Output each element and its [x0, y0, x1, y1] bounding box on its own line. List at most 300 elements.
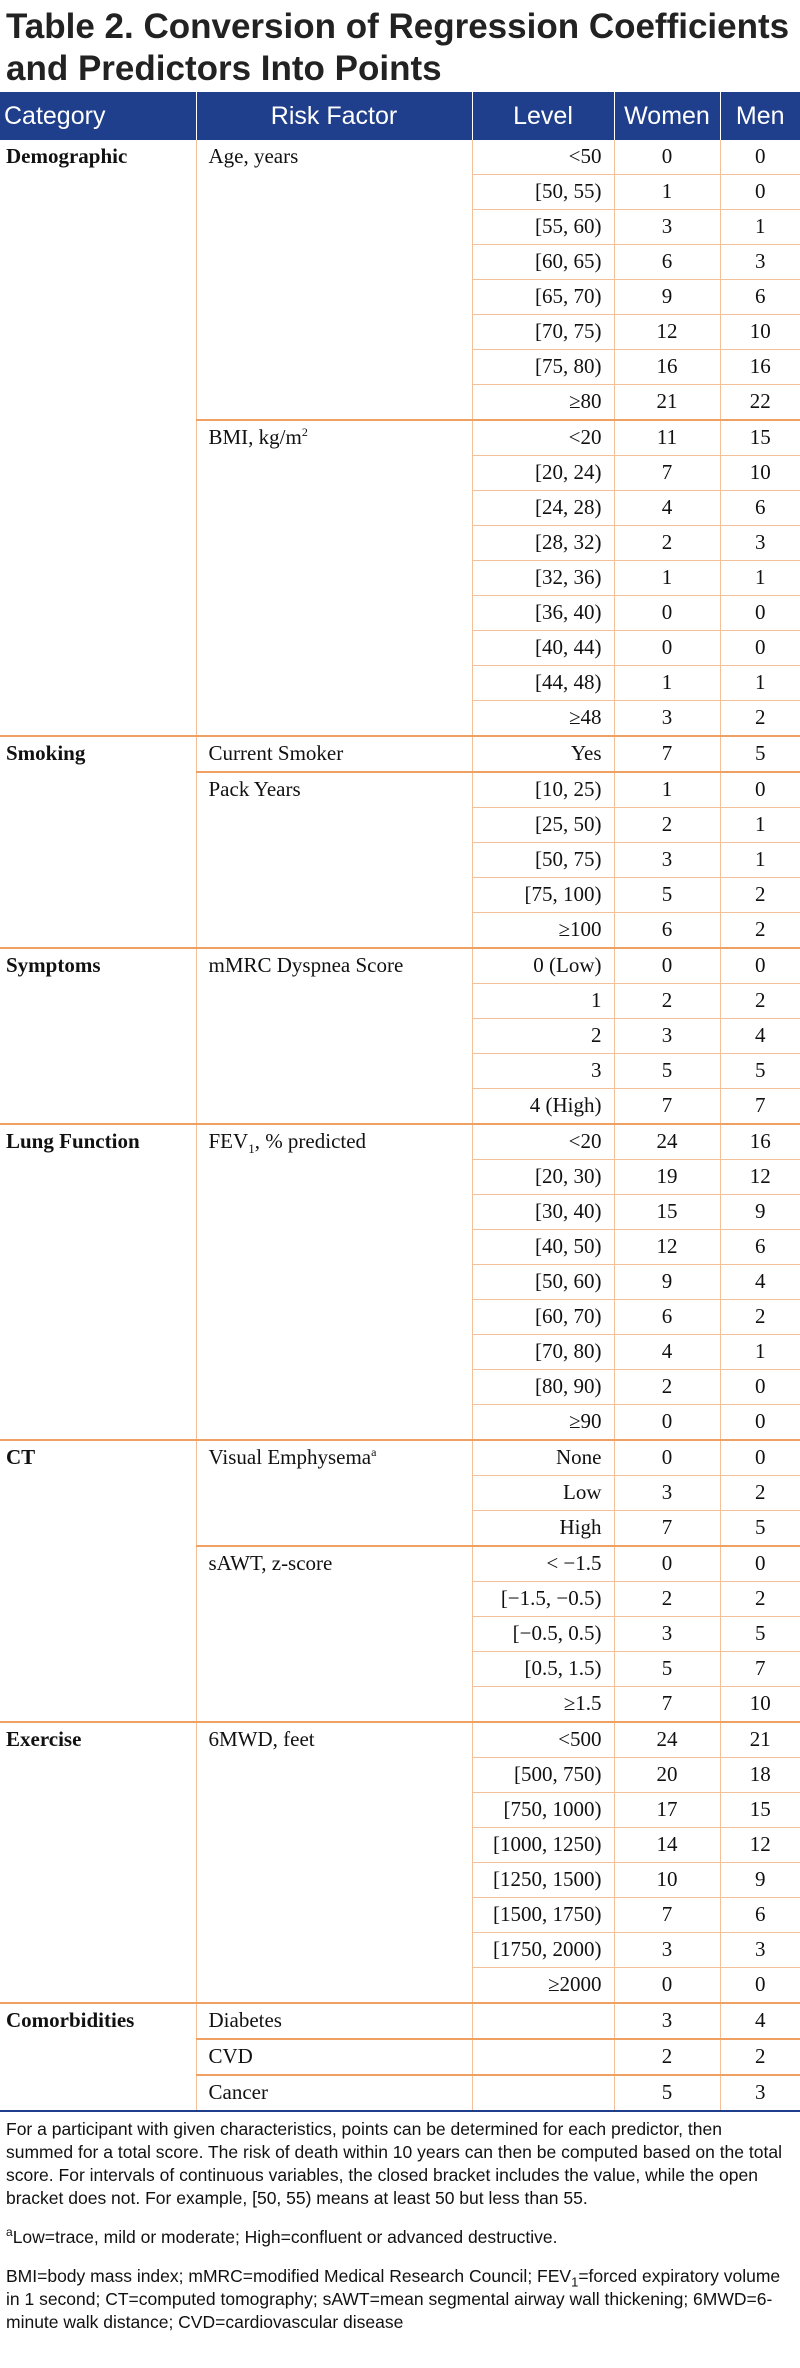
risk-factor-cell — [196, 2003, 472, 2039]
women-points-cell-text: 7 — [661, 1902, 673, 1926]
risk-factor-cell — [196, 1124, 472, 1160]
level-cell — [472, 1722, 614, 1758]
category-cell — [0, 561, 196, 596]
men-points-cell — [720, 2003, 800, 2039]
women-points-cell-text: 3 — [661, 1937, 673, 1961]
risk-factor-cell — [196, 1758, 472, 1793]
table-body — [0, 140, 800, 2111]
table-row — [0, 1160, 800, 1195]
category-cell — [0, 140, 196, 175]
men-points-cell-text: 2 — [755, 988, 766, 1012]
risk-factor-cell — [196, 456, 472, 491]
table-row — [0, 491, 800, 526]
category-cell — [0, 491, 196, 526]
women-points-cell — [614, 350, 720, 385]
level-cell-text: 2 — [591, 1023, 602, 1047]
risk-factor-cell — [196, 1054, 472, 1089]
table-row — [0, 878, 800, 913]
women-points-cell-text: 5 — [661, 882, 673, 906]
table-row — [0, 526, 800, 561]
risk-factor-cell — [196, 1019, 472, 1054]
risk-factor-cell — [196, 1300, 472, 1335]
men-points-cell-text: 6 — [755, 1234, 766, 1258]
category-cell — [0, 948, 196, 984]
women-points-cell — [614, 1863, 720, 1898]
table-row — [0, 1054, 800, 1089]
women-points-cell — [614, 1758, 720, 1793]
level-cell — [472, 913, 614, 949]
women-points-cell — [614, 596, 720, 631]
men-points-cell-text: 2 — [755, 1480, 766, 1504]
men-points-cell-text: 10 — [749, 319, 771, 343]
risk-factor-cell — [196, 1265, 472, 1300]
women-points-cell — [614, 420, 720, 456]
level-cell-text: ≥2000 — [547, 1972, 602, 1996]
category-cell — [0, 1124, 196, 1160]
women-points-cell — [614, 1546, 720, 1582]
level-cell — [472, 1933, 614, 1968]
men-points-cell-text: 10 — [749, 460, 771, 484]
men-points-cell — [720, 701, 800, 737]
level-cell — [472, 1089, 614, 1125]
men-points-cell — [720, 140, 800, 175]
women-points-cell — [614, 280, 720, 315]
level-cell — [472, 1440, 614, 1476]
women-points-cell-text: 2 — [661, 2044, 673, 2068]
category-cell — [0, 1440, 196, 1476]
women-points-cell — [614, 666, 720, 701]
category-cell — [0, 1265, 196, 1300]
men-points-cell-text: 6 — [755, 495, 766, 519]
women-points-cell — [614, 1652, 720, 1687]
women-points-cell-text: 7 — [661, 460, 673, 484]
level-cell — [472, 140, 614, 175]
risk-factor-cell — [196, 843, 472, 878]
risk-factor-cell — [196, 1617, 472, 1652]
risk-factor-cell — [196, 1793, 472, 1828]
level-cell-text: <20 — [568, 425, 602, 449]
men-points-cell — [720, 913, 800, 949]
risk-factor-superscript: a — [371, 1445, 377, 1459]
risk-factor-cell — [196, 280, 472, 315]
women-points-cell-text: 1 — [661, 777, 673, 801]
points-table — [0, 92, 800, 2112]
women-points-cell — [614, 456, 720, 491]
level-cell-text: [32, 36) — [535, 565, 602, 589]
women-points-cell — [614, 701, 720, 737]
women-points-cell — [614, 1687, 720, 1723]
men-points-cell-text: 16 — [749, 354, 771, 378]
level-cell-text: [40, 50) — [535, 1234, 602, 1258]
women-points-cell-text: 2 — [661, 988, 673, 1012]
women-points-cell — [614, 140, 720, 175]
table-row — [0, 1968, 800, 2004]
abbrev-text-1: BMI=body mass index; mMRC=modified Medical Research Council; FEV — [6, 2266, 572, 2286]
risk-factor-cell — [196, 1546, 472, 1582]
risk-factor-cell — [196, 1160, 472, 1195]
men-points-cell-text: 3 — [755, 1937, 766, 1961]
table-row — [0, 1582, 800, 1617]
men-points-cell — [720, 280, 800, 315]
women-points-cell-text: 0 — [661, 635, 673, 659]
risk-factor-cell — [196, 175, 472, 210]
women-points-cell — [614, 808, 720, 843]
men-points-cell — [720, 1089, 800, 1125]
table-row — [0, 1405, 800, 1441]
level-cell — [472, 350, 614, 385]
women-points-cell-text: 2 — [661, 1374, 673, 1398]
men-points-cell-text: 0 — [755, 1374, 766, 1398]
risk-factor-cell — [196, 561, 472, 596]
women-points-cell — [614, 245, 720, 280]
men-points-cell — [720, 1722, 800, 1758]
level-cell — [472, 1793, 614, 1828]
footnote-main: For a participant with given characteristics, points can be determined for each predictor, then summed for a total score. The risk of death within 10 years can then be computed based on the total score. For intervals of continuous variables, the closed bracket includes the value, while the open bracket does not. For example, [50, 55) means at least 50 but less than 55. — [6, 2119, 782, 2208]
women-points-cell — [614, 2039, 720, 2075]
level-cell-text: [750, 1000) — [503, 1797, 602, 1821]
women-points-cell-text: 7 — [661, 1691, 673, 1715]
category-cell — [0, 1160, 196, 1195]
category-cell — [0, 701, 196, 737]
level-cell-text: 0 (Low) — [533, 953, 602, 977]
risk-factor-cell — [196, 1195, 472, 1230]
level-cell — [472, 1582, 614, 1617]
women-points-cell-text: 3 — [661, 705, 673, 729]
category-cell-text: Comorbidities — [6, 2008, 135, 2032]
women-points-cell-text: 3 — [661, 214, 673, 238]
table-row — [0, 1370, 800, 1405]
men-points-cell-text: 16 — [749, 1129, 771, 1153]
men-points-cell-text: 12 — [749, 1164, 771, 1188]
women-points-cell — [614, 1335, 720, 1370]
category-cell — [0, 736, 196, 772]
level-cell-text: [25, 50) — [535, 812, 602, 836]
category-cell — [0, 1722, 196, 1758]
table-row — [0, 631, 800, 666]
header-level: Level — [472, 92, 614, 140]
table-row — [0, 1758, 800, 1793]
risk-factor-cell — [196, 1582, 472, 1617]
women-points-cell-text: 24 — [656, 1727, 678, 1751]
level-cell — [472, 315, 614, 350]
category-cell — [0, 1617, 196, 1652]
level-cell — [472, 1758, 614, 1793]
level-cell — [472, 1511, 614, 1547]
men-points-cell-text: 15 — [749, 1797, 771, 1821]
table-row — [0, 1089, 800, 1125]
level-cell-text: 3 — [591, 1058, 602, 1082]
men-points-cell-text: 5 — [755, 741, 766, 765]
risk-factor-cell — [196, 808, 472, 843]
men-points-cell-text: 10 — [749, 1691, 771, 1715]
table-row — [0, 350, 800, 385]
men-points-cell — [720, 984, 800, 1019]
women-points-cell — [614, 210, 720, 245]
risk-factor-cell-text: Cancer — [208, 2080, 268, 2104]
men-points-cell-text: 2 — [755, 917, 766, 941]
risk-factor-superscript: 2 — [301, 425, 308, 439]
men-points-cell-text: 1 — [755, 565, 766, 589]
category-cell — [0, 1230, 196, 1265]
women-points-cell — [614, 1054, 720, 1089]
men-points-cell — [720, 772, 800, 808]
level-cell-text: [1000, 1250) — [493, 1832, 602, 1856]
level-cell-text: [10, 25) — [535, 777, 602, 801]
table-row — [0, 315, 800, 350]
level-cell — [472, 1300, 614, 1335]
women-points-cell-text: 6 — [661, 1304, 673, 1328]
table-row — [0, 420, 800, 456]
level-cell-text: ≥1.5 — [563, 1691, 602, 1715]
level-cell — [472, 526, 614, 561]
risk-factor-cell — [196, 1968, 472, 2004]
men-points-cell-text: 21 — [749, 1727, 771, 1751]
table-row — [0, 808, 800, 843]
men-points-cell-text: 2 — [755, 1586, 766, 1610]
level-cell-text: [0.5, 1.5) — [524, 1656, 602, 1680]
level-cell — [472, 1617, 614, 1652]
women-points-cell — [614, 948, 720, 984]
risk-factor-suffix: , % predicted — [254, 1129, 367, 1153]
men-points-cell — [720, 948, 800, 984]
women-points-cell-text: 19 — [656, 1164, 678, 1188]
table-row — [0, 1546, 800, 1582]
level-cell — [472, 666, 614, 701]
header-risk-factor: Risk Factor — [196, 92, 472, 140]
level-cell — [472, 1687, 614, 1723]
table-row — [0, 210, 800, 245]
level-cell-text: [40, 44) — [535, 635, 602, 659]
men-points-cell-text: 3 — [755, 249, 766, 273]
level-cell — [472, 878, 614, 913]
level-cell — [472, 808, 614, 843]
risk-factor-cell — [196, 1933, 472, 1968]
men-points-cell — [720, 1019, 800, 1054]
level-cell-text: ≥90 — [568, 1409, 602, 1433]
men-points-cell — [720, 1370, 800, 1405]
level-cell — [472, 1230, 614, 1265]
category-cell — [0, 1687, 196, 1723]
men-points-cell-text: 1 — [755, 812, 766, 836]
women-points-cell-text: 0 — [661, 1972, 673, 1996]
men-points-cell — [720, 1898, 800, 1933]
men-points-cell — [720, 1300, 800, 1335]
women-points-cell — [614, 1405, 720, 1441]
women-points-cell — [614, 1898, 720, 1933]
category-cell — [0, 1019, 196, 1054]
level-cell-text: [500, 750) — [514, 1762, 602, 1786]
women-points-cell — [614, 1476, 720, 1511]
women-points-cell-text: 3 — [661, 1621, 673, 1645]
header-women: Women — [614, 92, 720, 140]
women-points-cell-text: 9 — [661, 1269, 673, 1293]
men-points-cell — [720, 1195, 800, 1230]
women-points-cell-text: 3 — [661, 1023, 673, 1047]
women-points-cell-text: 6 — [661, 917, 673, 941]
men-points-cell — [720, 631, 800, 666]
women-points-cell-text: 2 — [661, 530, 673, 554]
table-row — [0, 1722, 800, 1758]
level-cell — [472, 175, 614, 210]
category-cell — [0, 984, 196, 1019]
level-cell-text: High — [559, 1515, 602, 1539]
category-cell — [0, 878, 196, 913]
level-cell-text: 1 — [591, 988, 602, 1012]
risk-factor-cell — [196, 772, 472, 808]
women-points-cell — [614, 385, 720, 421]
level-cell-text: ≥80 — [568, 389, 602, 413]
risk-factor-cell — [196, 1722, 472, 1758]
category-cell — [0, 280, 196, 315]
women-points-cell — [614, 1511, 720, 1547]
women-points-cell-text: 3 — [661, 847, 673, 871]
level-cell-text: [20, 24) — [535, 460, 602, 484]
table-row — [0, 772, 800, 808]
category-cell — [0, 1405, 196, 1441]
women-points-cell-text: 4 — [661, 1339, 673, 1363]
table-row — [0, 1476, 800, 1511]
category-cell-text: CT — [6, 1445, 36, 1469]
women-points-cell — [614, 526, 720, 561]
level-cell-text: [1250, 1500) — [493, 1867, 602, 1891]
men-points-cell — [720, 210, 800, 245]
table-header-row — [0, 92, 800, 140]
level-cell — [472, 491, 614, 526]
level-cell-text: [70, 75) — [535, 319, 602, 343]
table-row — [0, 2039, 800, 2075]
risk-factor-cell — [196, 596, 472, 631]
category-cell — [0, 1933, 196, 1968]
men-points-cell-text: 9 — [755, 1867, 766, 1891]
risk-factor-cell — [196, 1089, 472, 1125]
category-cell — [0, 1370, 196, 1405]
level-cell-text: ≥100 — [558, 917, 602, 941]
risk-factor-cell — [196, 1511, 472, 1547]
table-row — [0, 1300, 800, 1335]
category-cell — [0, 456, 196, 491]
table-row — [0, 561, 800, 596]
table-row — [0, 736, 800, 772]
risk-factor-cell — [196, 1440, 472, 1476]
footnote-a — [6, 2226, 790, 2249]
women-points-cell-text: 16 — [656, 354, 678, 378]
category-cell — [0, 1476, 196, 1511]
level-cell — [472, 1124, 614, 1160]
men-points-cell-text: 6 — [755, 284, 766, 308]
men-points-cell-text: 0 — [755, 777, 766, 801]
level-cell — [472, 1019, 614, 1054]
men-points-cell — [720, 1617, 800, 1652]
men-points-cell — [720, 843, 800, 878]
risk-factor-cell — [196, 701, 472, 737]
level-cell-text: [75, 100) — [524, 882, 602, 906]
category-cell — [0, 913, 196, 949]
risk-factor-cell — [196, 1476, 472, 1511]
table-title-line-2: and Predictors Into Points — [6, 49, 442, 88]
category-cell — [0, 420, 196, 456]
men-points-cell-text: 4 — [755, 2008, 766, 2032]
level-cell-text: [75, 80) — [535, 354, 602, 378]
women-points-cell-text: 9 — [661, 284, 673, 308]
men-points-cell — [720, 1476, 800, 1511]
table-row — [0, 1863, 800, 1898]
men-points-cell — [720, 2075, 800, 2111]
men-points-cell-text: 1 — [755, 847, 766, 871]
men-points-cell-text: 15 — [749, 425, 771, 449]
women-points-cell — [614, 1300, 720, 1335]
risk-factor-cell — [196, 2075, 472, 2111]
level-cell — [472, 2003, 614, 2039]
risk-factor-cell — [196, 1863, 472, 1898]
level-cell-text: [60, 65) — [535, 249, 602, 273]
risk-factor-cell — [196, 1828, 472, 1863]
category-cell — [0, 2039, 196, 2075]
women-points-cell — [614, 1019, 720, 1054]
level-cell — [472, 2039, 614, 2075]
risk-factor-cell — [196, 948, 472, 984]
category-cell — [0, 596, 196, 631]
men-points-cell — [720, 1933, 800, 1968]
men-points-cell — [720, 1863, 800, 1898]
table-row — [0, 1511, 800, 1547]
women-points-cell — [614, 175, 720, 210]
men-points-cell — [720, 736, 800, 772]
risk-factor-cell — [196, 1335, 472, 1370]
men-points-cell-text: 5 — [755, 1058, 766, 1082]
category-cell — [0, 843, 196, 878]
risk-factor-cell — [196, 666, 472, 701]
risk-factor-cell — [196, 1230, 472, 1265]
women-points-cell-text: 3 — [661, 2008, 673, 2032]
level-cell — [472, 1898, 614, 1933]
women-points-cell-text: 7 — [661, 1093, 673, 1117]
category-cell — [0, 631, 196, 666]
men-points-cell — [720, 420, 800, 456]
men-points-cell-text: 0 — [755, 1409, 766, 1433]
risk-factor-cell — [196, 2039, 472, 2075]
category-cell — [0, 666, 196, 701]
level-cell — [472, 772, 614, 808]
table-row — [0, 1652, 800, 1687]
women-points-cell — [614, 2075, 720, 2111]
category-cell — [0, 1898, 196, 1933]
level-cell-text: None — [556, 1445, 602, 1469]
men-points-cell — [720, 350, 800, 385]
level-cell — [472, 456, 614, 491]
men-points-cell-text: 0 — [755, 635, 766, 659]
women-points-cell — [614, 491, 720, 526]
level-cell-text: [65, 70) — [535, 284, 602, 308]
level-cell — [472, 1265, 614, 1300]
risk-factor-cell — [196, 350, 472, 385]
level-cell-text: [1750, 2000) — [493, 1937, 602, 1961]
women-points-cell-text: 0 — [661, 144, 673, 168]
women-points-cell-text: 17 — [656, 1797, 678, 1821]
table-row — [0, 1230, 800, 1265]
table-row — [0, 666, 800, 701]
level-cell-text: [20, 30) — [535, 1164, 602, 1188]
women-points-cell-text: 3 — [661, 1480, 673, 1504]
table-row — [0, 1195, 800, 1230]
women-points-cell-text: 5 — [661, 1656, 673, 1680]
men-points-cell — [720, 808, 800, 843]
women-points-cell-text: 0 — [661, 1445, 673, 1469]
category-cell — [0, 1652, 196, 1687]
level-cell — [472, 1405, 614, 1441]
men-points-cell — [720, 1793, 800, 1828]
level-cell — [472, 1476, 614, 1511]
women-points-cell-text: 1 — [661, 670, 673, 694]
